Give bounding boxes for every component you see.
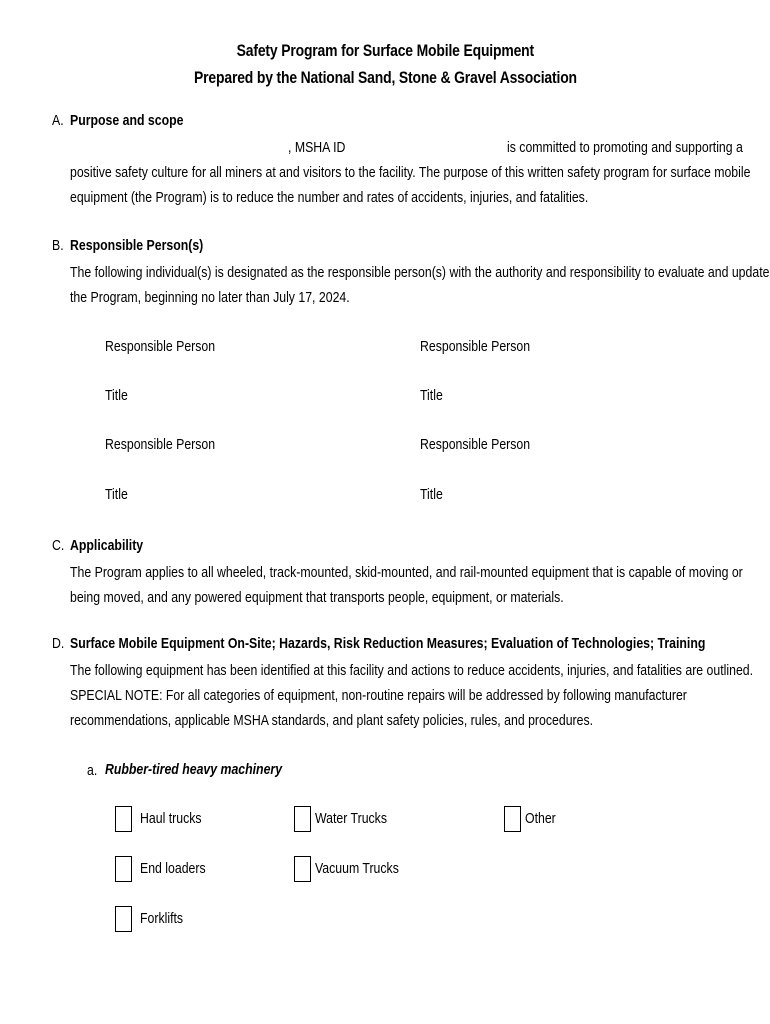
- subsection-a-heading: Rubber-tired heavy machinery: [105, 761, 283, 778]
- section-d-line1: The following equipment has been identified at this facility and actions to reduce accidents, injuries, and fatalities are outlined.: [70, 662, 754, 679]
- section-a-line3: equipment (the Program) is to reduce the number and rates of accidents, injuries, and fatalities.: [70, 189, 589, 206]
- document-subtitle: Prepared by the National Sand, Stone & Gravel Association: [193, 68, 577, 87]
- section-a-line1-tail: is committed to promoting and supporting a: [507, 139, 743, 156]
- responsible-person-2-label: Responsible Person: [420, 338, 531, 355]
- forklifts-label: Forklifts: [140, 910, 184, 927]
- responsible-person-1-label: Responsible Person: [105, 338, 216, 355]
- water-trucks-checkbox[interactable]: [294, 806, 311, 832]
- section-d-letter: D.: [52, 635, 65, 652]
- other-label: Other: [525, 810, 556, 827]
- responsible-person-3-label: Responsible Person: [105, 436, 216, 453]
- section-c-line2: being moved, and any powered equipment that transports people, equipment, or materials.: [70, 589, 564, 606]
- title-2-label: Title: [420, 387, 443, 404]
- section-b-letter: B.: [52, 237, 64, 254]
- vacuum-trucks-label: Vacuum Trucks: [315, 860, 399, 877]
- section-a-heading: Purpose and scope: [70, 112, 184, 129]
- subsection-a-letter: a.: [87, 762, 98, 779]
- section-a-line2: positive safety culture for all miners at and visitors to the facility. The purpose of this written safety program for surface mobile: [70, 164, 751, 181]
- section-c-line1: The Program applies to all wheeled, track-mounted, skid-mounted, and rail-mounted equipment that is capable of moving or: [70, 564, 743, 581]
- vacuum-trucks-checkbox[interactable]: [294, 856, 311, 882]
- section-a-letter: A.: [52, 112, 64, 129]
- section-d-line3: recommendations, applicable MSHA standards, and plant safety policies, rules, and procedures.: [70, 712, 594, 729]
- title-3-label: Title: [105, 486, 128, 503]
- other-checkbox[interactable]: [504, 806, 521, 832]
- section-c-heading: Applicability: [70, 537, 144, 554]
- title-1-label: Title: [105, 387, 128, 404]
- section-d-line2: SPECIAL NOTE: For all categories of equipment, non-routine repairs will be addressed by following manufacturer: [70, 687, 687, 704]
- msha-id-label: , MSHA ID: [288, 139, 346, 156]
- haul-trucks-label: Haul trucks: [140, 810, 202, 827]
- forklifts-checkbox[interactable]: [115, 906, 132, 932]
- responsible-person-4-label: Responsible Person: [420, 436, 531, 453]
- water-trucks-label: Water Trucks: [315, 810, 387, 827]
- section-b-line1: The following individual(s) is designated as the responsible person(s) with the authority and responsibility to evaluate and update: [70, 264, 770, 281]
- end-loaders-label: End loaders: [140, 860, 206, 877]
- section-c-letter: C.: [52, 537, 65, 554]
- section-d-heading: Surface Mobile Equipment On-Site; Hazards, Risk Reduction Measures; Evaluation of Technologies; Training: [70, 635, 706, 652]
- document-title: Safety Program for Surface Mobile Equipment: [236, 41, 534, 60]
- title-4-label: Title: [420, 486, 443, 503]
- section-b-heading: Responsible Person(s): [70, 237, 204, 254]
- haul-trucks-checkbox[interactable]: [115, 806, 132, 832]
- section-b-line2: the Program, beginning no later than July 17, 2024.: [70, 289, 350, 306]
- end-loaders-checkbox[interactable]: [115, 856, 132, 882]
